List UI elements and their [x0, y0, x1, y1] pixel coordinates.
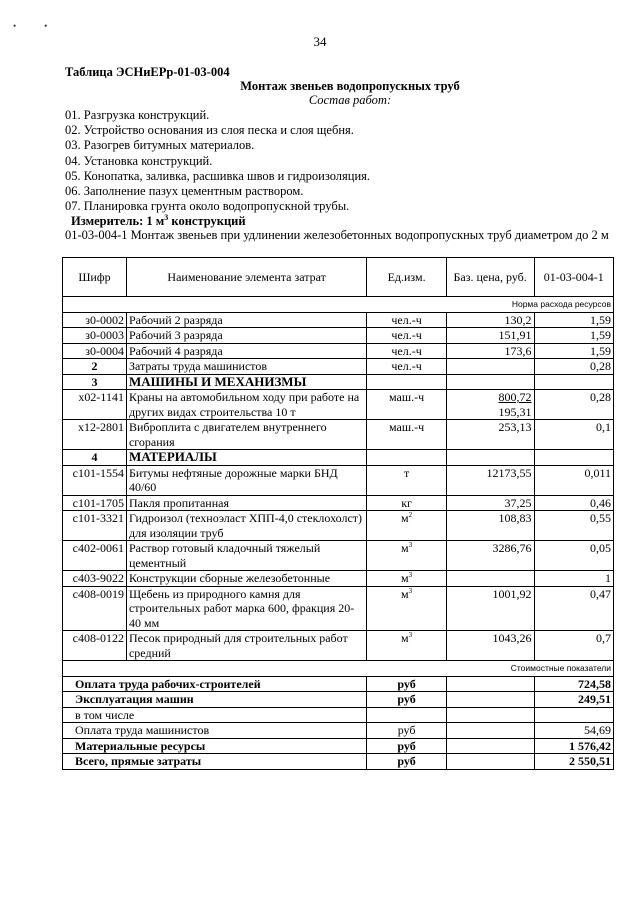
table-id: Таблица ЭСНиЕРр-01-03-004 — [65, 65, 230, 79]
row-norm: 1,59 — [534, 328, 613, 344]
row-name: Щебень из природного камня для строительных работ марка 600, фракция 20-40 мм — [126, 586, 366, 631]
table-header-row — [63, 258, 614, 297]
row-unit: маш.-ч — [367, 390, 446, 420]
measure-label: Измеритель: 1 м — [71, 214, 165, 228]
cost-name: Всего, прямые затраты — [63, 754, 367, 770]
measure-suffix: конструкций — [168, 214, 246, 228]
row-price — [446, 359, 534, 375]
cost-value — [534, 707, 613, 723]
work-item: 05. Конопатка, заливка, расшивка швов и гидроизоляция. — [65, 168, 371, 183]
row-norm: 0,05 — [534, 541, 613, 571]
row-price: 108,83 — [446, 511, 534, 541]
work-list — [65, 108, 370, 214]
price-primary: 800,72 — [498, 390, 532, 404]
measure-unit — [71, 214, 246, 229]
row-name: Рабочий 3 разряда — [126, 328, 366, 344]
row-code: с101-1705 — [63, 495, 127, 511]
cost-header: Стоимостные показатели — [63, 661, 614, 677]
row-code: с408-0122 — [63, 631, 127, 661]
cost-value: 249,51 — [534, 692, 613, 708]
cost-row — [63, 676, 614, 692]
row-name: Виброплита с двигателем внутреннего сгорания — [126, 420, 366, 450]
row-price: 130,2 — [446, 312, 534, 328]
row-code: з0-0004 — [63, 343, 127, 359]
cost-value: 54,69 — [534, 723, 613, 739]
row-price — [446, 390, 534, 420]
row-code: х12-2801 — [63, 420, 127, 450]
row-norm: 1,59 — [534, 343, 613, 359]
section-row — [63, 374, 614, 390]
row-norm: 0,28 — [534, 390, 613, 420]
table-row — [63, 571, 614, 587]
cost-name: в том числе — [63, 707, 367, 723]
row-code: з0-0003 — [63, 328, 127, 344]
cost-unit: руб — [367, 676, 446, 692]
row-name: Гидроизол (техноэласт ХПП-4,0 стеклохолст) для изоляции труб — [126, 511, 366, 541]
table-row — [63, 495, 614, 511]
row-price: 1043,26 — [446, 631, 534, 661]
row-code: с403-9022 — [63, 571, 127, 587]
row-price: 253,13 — [446, 420, 534, 450]
norm-header-row — [63, 297, 614, 313]
measure-sup: 3 — [164, 212, 169, 222]
scan-artifact-dots: •• — [13, 21, 76, 31]
row-name: Битумы нефтяные дорожные марки БНД 40/60 — [126, 465, 366, 495]
table-row — [63, 465, 614, 495]
row-name: Рабочий 4 разряда — [126, 343, 366, 359]
row-name: Пакля пропитанная — [126, 495, 366, 511]
row-name: Краны на автомобильном ходу при работе на других видах строительства 10 т — [126, 390, 366, 420]
row-unit: $м^2$ — [367, 511, 446, 541]
row-price: 12173,55 — [446, 465, 534, 495]
row-name: Раствор готовый кладочный тяжелый цементный — [126, 541, 366, 571]
row-unit: $м^3$ — [367, 586, 446, 631]
row-unit: маш.-ч — [367, 420, 446, 450]
row-code: с402-0061 — [63, 541, 127, 571]
row-unit: т — [367, 465, 446, 495]
work-item: 07. Планировка грунта около водопропускной трубы. — [65, 199, 350, 214]
norm-description: 01-03-004-1 Монтаж звеньев при удлинении железобетонных водопропускных труб диаметром до 2 м — [65, 228, 609, 242]
table-row — [63, 343, 614, 359]
norm-header: Норма расхода ресурсов — [63, 297, 614, 313]
header-name: Наименование элемента затрат — [126, 258, 366, 297]
work-item: 02. Устройство основания из слоя песка и слоя щебня. — [65, 123, 354, 138]
cost-header-row — [63, 661, 614, 677]
resource-table — [62, 257, 614, 770]
section-code: 3 — [63, 374, 127, 390]
header-code: Шифр — [63, 258, 127, 297]
work-item: 01. Разгрузка конструкций. — [65, 108, 210, 122]
row-code: с408-0019 — [63, 586, 127, 631]
work-item: 06. Заполнение пазух цементным раствором. — [65, 184, 304, 199]
row-code: х02-1141 — [63, 390, 127, 420]
row-price: 1001,92 — [446, 586, 534, 631]
header-price: Баз. цена, руб. — [446, 258, 534, 297]
row-norm: 0,46 — [534, 495, 613, 511]
row-code: з0-0002 — [63, 312, 127, 328]
row-norm: 0,7 — [534, 631, 613, 661]
cost-name: Оплата труда машинистов — [63, 723, 367, 739]
row-unit: чел.-ч — [367, 343, 446, 359]
work-item: 03. Разогрев битумных материалов. — [65, 138, 255, 153]
table-row — [63, 328, 614, 344]
cost-name: Эксплуатация машин — [63, 692, 367, 708]
row-unit: чел.-ч — [367, 328, 446, 344]
section-row — [63, 359, 614, 375]
table-row — [63, 312, 614, 328]
cost-row — [63, 692, 614, 708]
row-price: 3286,76 — [446, 541, 534, 571]
table-row — [63, 511, 614, 541]
cost-row — [63, 723, 614, 739]
cost-row — [63, 754, 614, 770]
header-norm: 01-03-004-1 — [534, 258, 613, 297]
cost-name: Материальные ресурсы — [63, 738, 367, 754]
cost-value: 2 550,51 — [534, 754, 613, 770]
row-norm: 1,59 — [534, 312, 613, 328]
section-name: МАШИНЫ И МЕХАНИЗМЫ — [126, 374, 366, 390]
section-code: 2 — [63, 359, 127, 375]
cost-row — [63, 738, 614, 754]
cost-unit: руб — [367, 754, 446, 770]
row-norm: 1 — [534, 571, 613, 587]
row-unit: чел.-ч — [367, 359, 446, 375]
row-name: Конструкции сборные железобетонные — [126, 571, 366, 587]
table-row — [63, 631, 614, 661]
table-row — [63, 586, 614, 631]
row-unit: $м^3$ — [367, 571, 446, 587]
section-name: МАТЕРИАЛЫ — [126, 450, 366, 466]
cost-unit: руб — [367, 692, 446, 708]
document-subtitle: Состав работ: — [308, 93, 392, 107]
row-unit: чел.-ч — [367, 312, 446, 328]
row-code: с101-1554 — [63, 465, 127, 495]
row-norm: 0,47 — [534, 586, 613, 631]
row-price: 37,25 — [446, 495, 534, 511]
row-name: Песок природный для строительных работ средний — [126, 631, 366, 661]
row-unit: $м^3$ — [367, 541, 446, 571]
cost-value: 1 576,42 — [534, 738, 613, 754]
row-norm: 0,28 — [534, 359, 613, 375]
row-norm: 0,011 — [534, 465, 613, 495]
row-norm: 0,55 — [534, 511, 613, 541]
section-row — [63, 450, 614, 466]
section-name: Затраты труда машинистов — [126, 359, 366, 375]
row-unit: $м^3$ — [367, 631, 446, 661]
row-price: 151,91 — [446, 328, 534, 344]
table-row — [63, 541, 614, 571]
cost-name: Оплата труда рабочих-строителей — [63, 676, 367, 692]
document-title: Монтаж звеньев водопропускных труб — [240, 79, 460, 93]
row-unit: кг — [367, 495, 446, 511]
row-price: 173,6 — [446, 343, 534, 359]
row-price — [446, 571, 534, 587]
row-name: Рабочий 2 разряда — [126, 312, 366, 328]
work-item: 04. Установка конструкций. — [65, 153, 213, 168]
cost-row — [63, 707, 614, 723]
cost-unit: руб — [367, 723, 446, 739]
table-row — [63, 420, 614, 450]
section-code: 4 — [63, 450, 127, 466]
row-norm: 0,1 — [534, 420, 613, 450]
cost-unit — [367, 707, 446, 723]
cost-unit: руб — [367, 738, 446, 754]
row-code: с101-3321 — [63, 511, 127, 541]
header-unit: Ед.изм. — [367, 258, 446, 297]
price-secondary: 195,31 — [498, 404, 532, 419]
cost-value: 724,58 — [534, 676, 613, 692]
page-number: 34 — [313, 34, 327, 49]
table-row — [63, 390, 614, 420]
